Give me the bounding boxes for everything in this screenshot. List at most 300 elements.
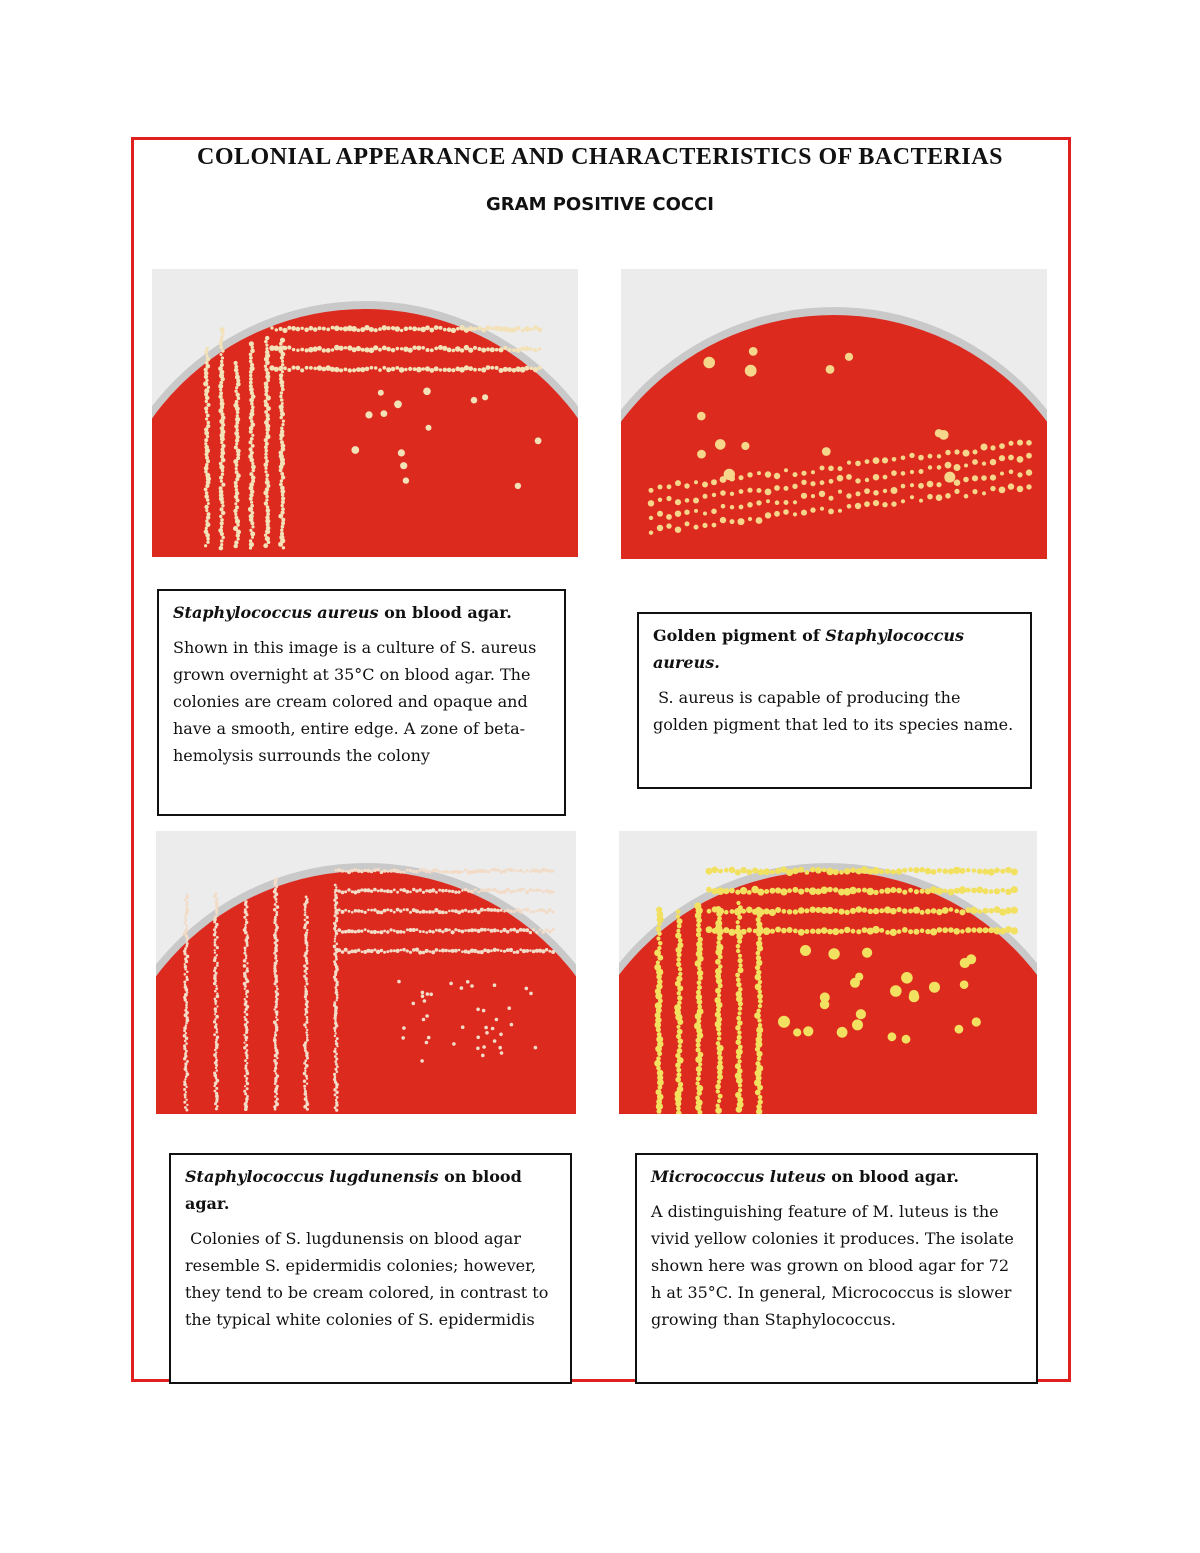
colony-dot [336,1065,339,1068]
colony-dot [280,489,285,494]
colony-dot [361,951,364,954]
colony-dot [757,994,763,1000]
colony-dot [205,491,209,495]
colony-dot [220,451,225,456]
colony-dot [901,471,906,476]
colony-dot [474,888,477,891]
colony-dot [499,891,503,895]
colony-dot [244,998,246,1000]
colony-dot [516,889,519,892]
colony-dot [335,1040,337,1042]
colony-dot [537,327,542,332]
colony-dot [838,509,842,513]
colony-dot [249,398,254,403]
colony-dot [415,909,419,913]
colony-dot [928,454,933,459]
colony-dot [335,983,338,986]
colony-dot [250,521,254,525]
colony-dot [309,326,314,331]
colony-dot [235,467,238,470]
colony-dot [274,1034,277,1037]
colony-dot [774,473,780,479]
colony-dot [959,868,965,874]
colony-dot [902,868,907,873]
colony-dot [185,896,189,900]
colony-dot [206,347,209,350]
colony-dot [716,1026,721,1031]
colony-dot [344,346,347,349]
colony-dot [344,890,347,893]
colony-dot [331,348,334,351]
colony-dot [816,928,822,934]
colony-dot [305,1059,308,1062]
colony-dot [737,1030,741,1034]
colony-dot [336,999,338,1001]
colony-dot [216,936,219,939]
colony-dot [839,929,844,934]
colony-dot [648,500,654,506]
colony-dot [357,949,360,952]
colony-dot [438,870,441,873]
colony-dot [393,949,396,952]
colony-dot [711,479,717,485]
colony-dot [421,994,425,998]
colony-dot [274,916,277,919]
colony-dot [380,911,384,915]
colony-dot [822,447,831,456]
colony-dot [204,406,208,410]
colony-dot [402,1026,406,1030]
colony-dot [805,888,810,893]
colony-dot [183,981,186,984]
colony-dot [274,1082,277,1085]
colony-dot [829,496,834,501]
colony-dot [219,476,223,480]
colony-dot [214,1018,216,1020]
colony-dot [696,932,701,937]
colony-dot [675,499,681,505]
colony-dot [490,868,493,871]
colony-dot [920,910,925,915]
colony-dot [480,928,484,932]
colony-dot [404,327,409,332]
colony-dot [334,914,337,917]
colony-dot [334,986,337,989]
colony-dot [519,910,523,914]
colony-dot [251,525,254,528]
colony-dot [390,909,393,912]
colony-dot [481,328,486,333]
colony-dot [366,869,370,873]
colony-dot [215,910,219,914]
colony-dot [386,870,389,873]
colony-dot [361,348,365,352]
colony-dot [736,982,741,987]
colony-dot [441,889,445,893]
colony-dot [891,470,897,476]
colony-dot [322,367,327,372]
colony-dot [403,908,406,911]
colony-dot [1017,456,1024,463]
colony-dot [304,328,309,333]
colony-dot [497,929,500,932]
colony-dot [675,1062,681,1068]
colony-dot [694,480,698,484]
colony-dot [666,514,672,520]
colony-dot [245,1008,248,1011]
colony-dot [304,911,306,913]
colony-dot [508,348,512,352]
colony-dot [521,329,524,332]
colony-dot [378,390,384,396]
colony-dot [234,513,237,516]
colony-dot [897,929,902,934]
colony-dot [397,980,401,984]
colony-dot [865,478,869,482]
colony-dot [281,525,285,529]
colony-dot [354,868,358,872]
colony-dot [988,869,995,876]
caption-m-luteus [635,1153,1038,1384]
colony-dot [529,910,532,913]
colony-dot [280,529,283,532]
colony-dot [473,368,477,372]
colony-dot [438,929,442,933]
colony-dot [249,493,253,497]
colony-dot [427,1036,431,1040]
colony-dot [234,390,237,393]
colony-dot [274,1095,277,1098]
colony-dot [251,444,255,448]
colony-dot [186,940,188,942]
colony-dot [383,869,387,873]
colony-dot [529,328,533,332]
colony-dot [220,360,223,363]
colony-dot [740,887,747,894]
colony-dot [205,400,208,403]
colony-dot [220,525,223,528]
colony-dot [245,919,247,921]
colony-dot [409,869,412,872]
colony-dot [185,1109,188,1112]
colony-dot [281,507,285,511]
colony-dot [856,888,861,893]
colony-dot [747,927,752,932]
colony-dot [846,493,851,498]
colony-dot [882,502,887,507]
colony-dot [535,869,539,873]
colony-dot [354,930,357,933]
colony-dot [273,1008,275,1010]
colony-dot [335,930,338,933]
colony-dot [387,326,391,330]
colony-dot [970,907,977,914]
colony-dot [431,888,435,892]
colony-dot [216,1069,219,1072]
colony-dot [467,889,470,892]
colony-dot [250,458,255,463]
colony-dot [275,328,278,331]
colony-dot [441,871,444,874]
colony-dot [296,327,301,332]
colony-dot [798,929,805,936]
colony-dot [677,995,682,1000]
colony-dot [213,1020,216,1023]
colony-dot [304,995,307,998]
colony-dot [213,895,216,898]
colony-dot [538,347,541,350]
colony-dot [204,350,208,354]
colony-dot [496,890,500,894]
colony-dot [717,1036,721,1040]
colony-dot [434,366,439,371]
colony-dot [265,473,269,477]
colony-dot [265,336,269,340]
colony-dot [758,1099,763,1104]
colony-dot [313,327,318,332]
colony-dot [972,868,976,872]
colony-dot [955,1025,964,1034]
colony-dot [792,484,797,489]
colony-dot [757,889,764,896]
colony-dot [470,984,474,988]
colony-dot [273,1105,276,1108]
colony-dot [303,964,306,967]
colony-dot [207,421,211,425]
colony-dot [266,406,271,411]
colony-dot [442,346,447,351]
colony-dot [282,420,285,423]
colony-dot [758,1095,763,1100]
colony-dot [186,937,189,940]
colony-dot [249,381,253,385]
colony-dot [389,890,392,893]
colony-dot [264,463,269,468]
colony-dot [244,931,248,935]
colony-dot [976,887,983,894]
colony-dot [265,442,269,446]
colony-dot [216,995,220,999]
colony-dot [736,996,743,1003]
colony-dot [214,998,217,1001]
colony-dot [183,1083,187,1087]
colony-dot [306,947,308,949]
colony-dot [793,472,798,477]
colony-dot [251,536,254,539]
colony-dot [862,907,867,912]
colony-dot [366,888,370,892]
colony-dot [184,952,187,955]
colony-dot [215,1023,218,1026]
colony-dot [757,1018,761,1022]
colony-dot [482,394,488,400]
colony-dot [279,469,283,473]
colony-dot [787,888,792,893]
colony-dot [879,928,884,933]
colony-dot [882,457,888,463]
colony-dot [736,1039,742,1045]
colony-dot [301,327,304,330]
colony-dot [716,1089,720,1093]
colony-dot [426,992,430,996]
colony-dot [539,929,542,932]
colony-dot [534,348,538,352]
colony-dot [989,889,994,894]
colony-dot [977,927,983,933]
colony-dot [503,869,507,873]
colony-dot [394,400,402,408]
colony-dot [274,1042,277,1045]
colony-dot [747,502,753,508]
colony-dot [233,459,238,464]
colony-dot [273,952,276,955]
colony-dot [216,962,219,965]
colony-dot [452,349,456,353]
colony-dot [305,1031,308,1034]
colony-dot [833,909,838,914]
colony-dot [365,411,372,418]
colony-dot [409,891,412,894]
colony-dot [215,987,218,990]
colony-dot [390,928,393,931]
colony-dot [738,518,745,525]
colony-dot [994,888,1000,894]
colony-dot [678,1044,682,1048]
colony-dot [389,869,392,872]
colony-dot [451,368,455,372]
colony-dot [317,365,322,370]
colony-dot [234,481,238,485]
colony-dot [274,1031,276,1033]
colony-dot [657,955,663,961]
colony-dot [717,908,724,915]
colony-dot [720,490,726,496]
colony-dot [264,470,267,473]
colony-dot [697,999,703,1005]
colony-dot [775,927,781,933]
colony-dot [677,924,682,929]
colony-dot [244,988,246,990]
colony-dot [828,466,834,472]
colony-dot [236,453,240,457]
colony-dot [274,1080,277,1083]
colony-dot [220,532,224,536]
colony-dot [422,891,425,894]
colony-dot [281,360,284,363]
caption-heading: Golden pigment of Staphylococcus aureus. [653,626,964,672]
colony-dot [498,347,503,352]
colony-dot [265,427,270,432]
colony-dot [738,1011,742,1015]
colony-dot [244,947,247,950]
colony-dot [545,948,548,951]
colony-dot [280,391,283,394]
colony-dot [421,991,425,995]
colony-dot [274,1090,278,1094]
colony-dot [542,908,546,912]
colony-dot [769,888,775,894]
colony-dot [741,929,747,935]
colony-dot [461,930,465,934]
colony-dot [278,542,283,547]
colony-dot [758,999,763,1004]
colony-dot [467,929,470,932]
colony-dot [335,932,338,935]
colony-dot [287,326,291,330]
colony-dot [738,958,743,963]
colony-dot [348,368,352,372]
colony-dot [373,948,376,951]
colony-dot [419,888,422,891]
colony-dot [735,890,740,895]
colony-dot [204,494,209,499]
colony-dot [425,1041,429,1045]
colony-dot [1026,484,1031,489]
colony-dot [409,911,412,914]
colony-dot [420,1059,424,1063]
colony-dot [219,342,223,346]
colony-dot [282,328,287,333]
colony-dot [891,869,896,874]
colony-dot [539,889,542,892]
colony-dot [429,368,434,373]
colony-dot [243,916,246,919]
colony-dot [249,430,253,434]
colony-dot [444,870,448,874]
colony-dot [484,909,487,912]
colony-dot [477,326,481,330]
colony-dot [1000,472,1004,476]
colony-dot [801,471,806,476]
colony-dot [204,488,208,492]
colony-dot [706,887,712,893]
colony-dot [214,990,217,993]
colony-dot [473,346,477,350]
colony-dot [534,1046,538,1050]
colony-dot [412,928,416,932]
colony-dot [335,1109,338,1112]
colony-dot [186,1104,188,1106]
colony-dot [493,928,497,932]
colony-dot [220,521,224,525]
colony-dot [764,908,770,914]
colony-dot [716,978,722,984]
colony-dot [275,995,278,998]
colony-dot [413,367,417,371]
colony-dot [214,1074,218,1078]
colony-dot [862,888,867,893]
colony-dot [403,871,406,874]
colony-dot [455,346,461,352]
colony-dot [207,403,211,407]
colony-dot [657,916,664,923]
colony-dot [220,437,225,442]
colony-dot [533,367,538,372]
colony-dot [408,326,412,330]
colony-dot [948,869,954,875]
colony-dot [252,469,256,473]
colony-dot [265,347,268,350]
colony-dot [334,940,336,942]
colony-dot [451,890,454,893]
colony-dot [306,916,309,919]
colony-dot [942,927,948,933]
colony-dot [215,985,217,987]
colony-dot [506,868,509,871]
colony-dot [483,869,486,872]
colony-dot [353,949,357,953]
colony-dot [222,536,225,539]
